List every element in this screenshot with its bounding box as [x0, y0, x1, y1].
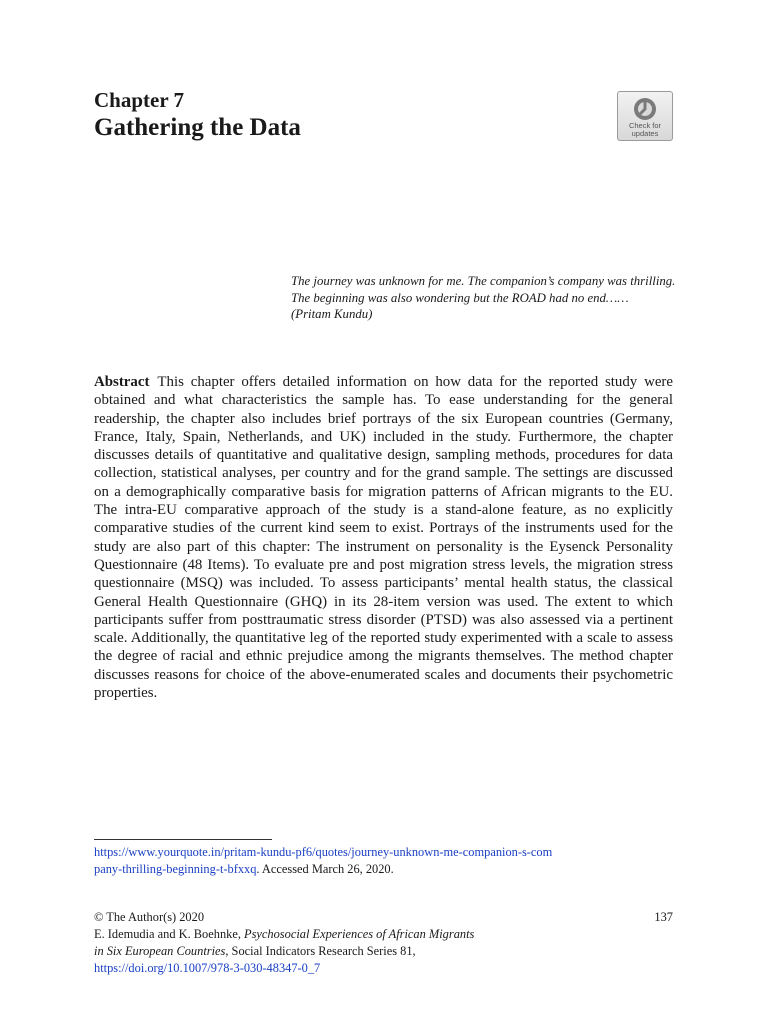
chapter-label: Chapter 7 [94, 88, 185, 112]
badge-label-1: Check for [628, 121, 662, 130]
abstract [94, 373, 673, 702]
footnote-accessed: . Accessed March 26, 2020. [256, 862, 394, 876]
abstract-label: Abstract [94, 374, 150, 390]
citation-line-2 [94, 943, 574, 960]
book-title-1: Psychosocial Experiences of African Migrants [244, 927, 475, 941]
epigraph-text: The journey was unknown for me. The companion’s company was thrilling. The beginning was also wondering but the ROAD had no end…… [291, 274, 676, 305]
badge-label-2: updates [631, 129, 659, 138]
footnote [94, 844, 673, 878]
footnote-url-line1: https://www.yourquote.in/pritam-kundu-pf6/quotes/journey-unknown-me-companion-s-com [94, 845, 553, 859]
abstract-text: This chapter offers detailed information on how data for the reported study were obtained and what characteristics the sample has. To ease understanding for the general readership, the chapter also includes brief portrays of the six European countries (Germany, France, Italy, Spain, Netherlands, and UK) included in the study. Furthermore, the chapter discusses details of quantitative and qualitative design, sampling methods, procedures for data collection, statistical analyses, per country and for the grand sample. The settings are discussed on a demographically comparative basis for migration patterns of African migrants to the EU. The intra-EU comparative approach of the study is a stand-alone feature, as no explicitly comparative studies of the current kind seem to exist. Portrays of the instruments used for the study are also part of this chapter: The instrument on personality is the Eysenck Personality Questionnaire (48 Items). To evaluate pre and post migration stress levels, the migration stress questionnaire (MSQ) was included. To assess participants’ mental health status, the classical General Health Questionnaire (GHQ) in its 28-item version was used. The extent to which participants suffer from posttraumatic stress disorder (PTSD) was also assessed via a pertinent scale. Additionally, the quantitative leg of the reported study experimented with a scale to assess the degree of racial and ethnic prejudice among the migrants themselves. The method chapter discusses reasons for choice of the above-enumerated scales and documents their psychometric properties. [94, 374, 673, 702]
footnote-divider [94, 839, 272, 840]
authors: E. Idemudia and K. Boehnke, [94, 927, 245, 941]
epigraph-attribution: (Pritam Kundu) [291, 307, 373, 321]
footnote-url-line2: pany-thrilling-beginning-t-bfxxq [94, 862, 257, 876]
book-title-2: in Six European Countries [94, 944, 226, 958]
publication-info [94, 909, 574, 977]
citation-line-1 [94, 926, 574, 943]
epigraph [291, 273, 683, 323]
chapter-title: Gathering the Data [94, 114, 301, 141]
check-for-updates-button[interactable] [617, 91, 673, 141]
series: , Social Indicators Research Series 81, [225, 944, 416, 958]
doi-link[interactable]: https://doi.org/10.1007/978-3-030-48347-0_7 [94, 961, 321, 975]
page-number: 137 [654, 910, 673, 924]
check-for-updates-icon [632, 96, 658, 122]
copyright: © The Author(s) 2020 [94, 910, 205, 924]
